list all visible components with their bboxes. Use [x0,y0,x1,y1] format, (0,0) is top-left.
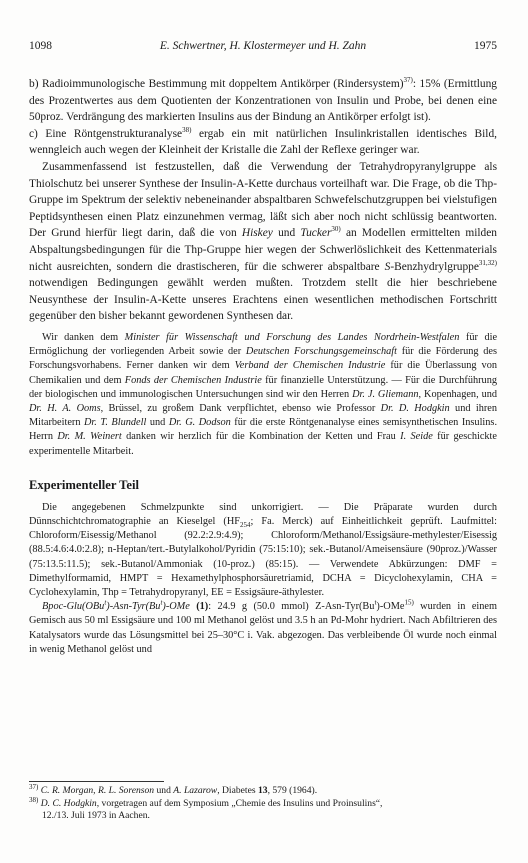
paragraph-c: c) Eine Röntgenstrukturanalyse$^{38)}$ ergab ein mit natürlichen Insulinkristallen identisches Bild, wenngleich auch wegen der Kleinheit der Kristalle die Zahl der Reflexe geringer war. [29,125,498,157]
page-body [29,76,497,657]
section-heading-experimental: Experimenteller Teil [29,477,139,492]
summary-paragraph: Zusammenfassend ist festzustellen, daß die Verwendung der Tetrahydropyranylgruppe als Thiolschutz bei unserer Synthese der Insulin-A-Kette durchaus vorteilhaft war. Die Frage, ob die Thp-Gruppe im Spektrum der selektiv nebeneinander abspaltbaren Schwefelschutzgruppen bei vielstufigen Peptidsynthesen einen Platz einzunehmen vermag, läßt sich aber noch nicht schlüssig beantworten. Der Grund hierfür liegt darin, daß die von Hiskey und Tucker$^{30)}$ an Modellen ermittelten milden Abspaltungsbedingungen für die Thp-Gruppe hier wegen der Schwerlöslichkeit des Kettenmaterials nicht ausreichten, sondern die drastischeren, für die schwerer abspaltbare S-Benzhydrylgruppe$^{31,32)}$ notwendigen Bedingungen gewählt werden mußten. Trotzdem stellt die hier beschriebene Neusynthese der Insulin-A-Kette unseres Erachtens einen wesentlichen methodischen Fortschritt gegenüber den bisher bekannt gewordenen Synthesen dar. [29,160,497,323]
footnote-38: $^{38)}$ D. C. Hodgkin, vorgetragen auf dem Symposium „Chemie des Insulins und Proinsulins“, [29,795,383,809]
running-header-authors: E. Schwertner, H. Klostermeyer und H. Zahn [159,40,367,52]
footnote-38-continued: 12./13. Juli 1973 in Aachen. [42,810,150,822]
footnote-divider [29,781,164,782]
page-number: 1098 [29,40,52,52]
running-header-year: 1975 [474,40,497,52]
paragraph-b: b) Radioimmunologische Bestimmung mit doppeltem Antikörper (Rindersystem)$^{37)}$: 15% (Ermittlung des Prozentwertes aus dem Quotienten der Konzentrationen von Insulin und Probe, bei denen eine 50proz. Verdrängung des markierten Insulins aus der Bindung an Antikörper erfolgt ist). [29,76,497,124]
footnote-ref-15[interactable]: 15) [404,598,414,607]
acknowledgements: Wir danken dem Minister für Wissenschaft und Forschung des Landes Nordrhein-Westfalen für die Ermöglichung der vorliegenden Arbeit sowie der Deutschen Forschungsgemeinschaft für die Förderung des Forschungsvorhabens. Ferner danken wir dem Verband der Chemischen Industrie für die Überlassung von Chemikalien und dem Fonds der Chemischen Industrie für finanzielle Unterstützung. — Für die Durchführung der biologischen und immunologischen Untersuchungen sind wir den Herren Dr. J. Gliemann, Kopenhagen, und Dr. H. A. Ooms, Brüssel, zu großem Dank verpflichtet, ebenso wie Professor Dr. D. Hodgkin und ihren Mitarbeitern Dr. T. Blundell und Dr. G. Dodson für die erste Röntgenanalyse eines semisynthetischen Insulins. Herrn Dr. M. Weinert danken wir herzlich für die Kombination der Ketten und Frau I. Seide für geschickte experimentelle Mitarbeit. [29,331,498,457]
compound-number: (1) [189,601,209,613]
experimental-general: Die angegebenen Schmelzpunkte sind unkorrigiert. — Die Präparate wurden durch Dünnschichtchromatographie an Kieselgel ($HF_{254}$; Fa. Merck) auf Einheitlichkeit geprüft. Laufmittel: Chloroform/Eisessig/Methanol (92.2:2.9:4.9); Chloroform/Methanol/Essigsäure-methylester/Eisessig (88.5:4.6:4.0:2.8); n-Heptan/tert.-Butylalkohol/Pyridin (75:15:10); sek.-Butanol/Ameisensäure (90proz.)/Wasser (75:13.5:11.5); sek.-Butanol/Ammoniak (10-proz.) (85:15). — Verwendete Abkürzungen: DMF = Dimethylformamid, HMPT = Hexamethylphosphorsäuretriamid, DCHA = Dicyclohexylamin, CHA = Cyclohexylamin, Thp = Tetrahydropyranyl, EE = Essigsäure-äthylester. [29,501,497,598]
footnote-ref-30[interactable]: 30) [331,225,341,234]
author-hiskey: Hiskey [241,227,273,240]
footnote-ref-37[interactable]: 37) [403,76,413,85]
footnote-37: $^{37)}$ C. R. Morgan, R. L. Sorenson und A. Lazarow, Diabetes 13, 579 (1964). [29,782,318,796]
footnotes [29,782,497,823]
footnote-ref-31-32[interactable]: 31,32) [478,258,497,267]
running-header [29,40,497,56]
footnote-ref-38[interactable]: 38) [182,125,192,134]
experimental-compound-1: Bpoc-Glu(OBu$^t$)-Asn-Tyr(Bu$^t$)-OMe (1): 24.9 g (50.0 mmol) Z-Asn-Tyr(Bu$^t$)-OMe$^{15)}$ wurden in einem Gemisch aus 50 ml Essigsäure und 100 ml Methanol gelöst und 3.5 h an Pd-Mohr hydriert. Nach Abfiltrieren des Katalysators wurde das Lösungsmittel bei 25–30°C i. Vak. abgezogen. Das verbleibende Öl wurde noch einmal in wenig Methanol gelöst und [29,598,497,655]
compound-title: Bpoc-Glu(OBu [42,601,105,613]
author-tucker: Tucker [300,227,332,240]
